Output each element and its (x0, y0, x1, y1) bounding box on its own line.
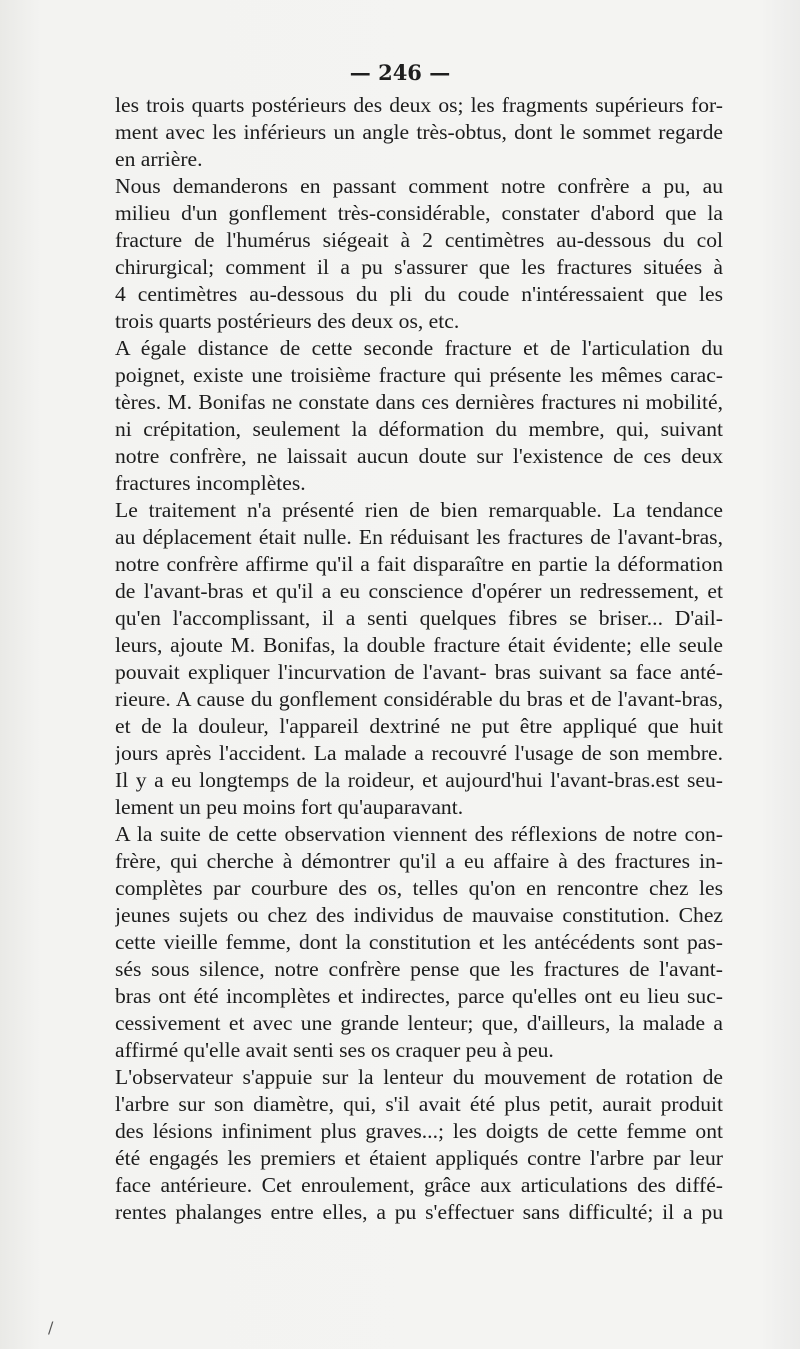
text-line: les trois quarts postérieurs des deux os; les fragments supérieurs for- (115, 93, 723, 117)
text-line: lement un peu moins fort qu'auparavant. (115, 795, 464, 819)
text-line: et de la douleur, l'appareil dextriné ne put être appliqué que huit (115, 714, 723, 738)
text-line: A égale distance de cette seconde fracture et de l'articulation du (115, 336, 723, 360)
text-line: bras ont été incomplètes et indirectes, parce qu'elles ont eu lieu suc- (115, 984, 723, 1008)
text-line: 4 centimètres au-dessous du pli du coude n'intéressaient que les (115, 282, 723, 306)
text-line: complètes par courbure des os, telles qu'on en rencontre chez les (115, 876, 723, 900)
text-line: ment avec les inférieurs un angle très-obtus, dont le sommet regarde (115, 120, 723, 144)
text-line: poignet, existe une troisième fracture qui présente les mêmes carac- (115, 363, 723, 387)
text-line: notre confrère, ne laissait aucun doute sur l'existence de ces deux (115, 444, 723, 468)
text-line: Nous demanderons en passant comment notre confrère a pu, au (115, 174, 723, 198)
margin-mark: / (48, 1318, 54, 1337)
text-line: rieure. A cause du gonflement considérable du bras et de l'avant-bras, (115, 687, 723, 711)
text-line: L'observateur s'appuie sur la lenteur du mouvement de rotation de (115, 1065, 723, 1089)
text-line: jeunes sujets ou chez des individus de mauvaise constitution. Chez (115, 903, 723, 927)
text-line: fracture de l'humérus siégeait à 2 centimètres au-dessous du col (115, 228, 723, 252)
text-line: sés sous silence, notre confrère pense que les fractures de l'avant- (115, 957, 723, 981)
text-line: jours après l'accident. La malade a recouvré l'usage de son membre. (115, 741, 723, 765)
text-line: qu'en l'accomplissant, il a senti quelques fibres se briser... D'ail- (115, 606, 723, 630)
text-line: Le traitement n'a présenté rien de bien remarquable. La tendance (115, 498, 723, 522)
text-line: de l'avant-bras et qu'il a eu conscience d'opérer un redressement, et (115, 579, 723, 603)
text-line: notre confrère affirme qu'il a fait disparaître en partie la déformation (115, 552, 723, 576)
text-line: pouvait expliquer l'incurvation de l'avant- bras suivant sa face anté- (115, 660, 723, 684)
text-line: face antérieure. Cet enroulement, grâce aux articulations des diffé- (115, 1173, 723, 1197)
text-line: en arrière. (115, 147, 203, 171)
text-line: trois quarts postérieurs des deux os, etc. (115, 309, 460, 333)
text-line: tères. M. Bonifas ne constate dans ces dernières fractures ni mobilité, (115, 390, 723, 414)
text-line: cette vieille femme, dont la constitution et les antécédents sont pas- (115, 930, 723, 954)
text-line: leurs, ajoute M. Bonifas, la double fracture était évidente; elle seule (115, 633, 723, 657)
text-line: cessivement et avec une grande lenteur; que, d'ailleurs, la malade a (115, 1011, 723, 1035)
text-line: l'arbre sur son diamètre, qui, s'il avait été plus petit, aurait produit (115, 1092, 723, 1116)
text-line: affirmé qu'elle avait senti ses os craquer peu à peu. (115, 1038, 554, 1062)
text-line: des lésions infiniment plus graves...; les doigts de cette femme ont (115, 1119, 723, 1143)
text-line: ni crépitation, seulement la déformation du membre, qui, suivant (115, 417, 723, 441)
text-line: A la suite de cette observation viennent des réflexions de notre con- (115, 822, 723, 846)
body-text (115, 92, 723, 1226)
text-line: au déplacement était nulle. En réduisant les fractures de l'avant-bras, (115, 525, 723, 549)
text-line: frère, qui cherche à démontrer qu'il a eu affaire à des fractures in- (115, 849, 723, 873)
text-line: chirurgical; comment il a pu s'assurer que les fractures situées à (115, 255, 723, 279)
text-line: milieu d'un gonflement très-considérable, constater d'abord que la (115, 201, 723, 225)
text-line: rentes phalanges entre elles, a pu s'effectuer sans difficulté; il a pu (115, 1200, 723, 1224)
text-line: fractures incomplètes. (115, 471, 306, 495)
text-line: été engagés les premiers et étaient appliqués contre l'arbre par leur (115, 1146, 723, 1170)
text-line: Il y a eu longtemps de la roideur, et aujourd'hui l'avant-bras.est seu- (115, 768, 723, 792)
page-number: — 246 — (349, 60, 451, 85)
